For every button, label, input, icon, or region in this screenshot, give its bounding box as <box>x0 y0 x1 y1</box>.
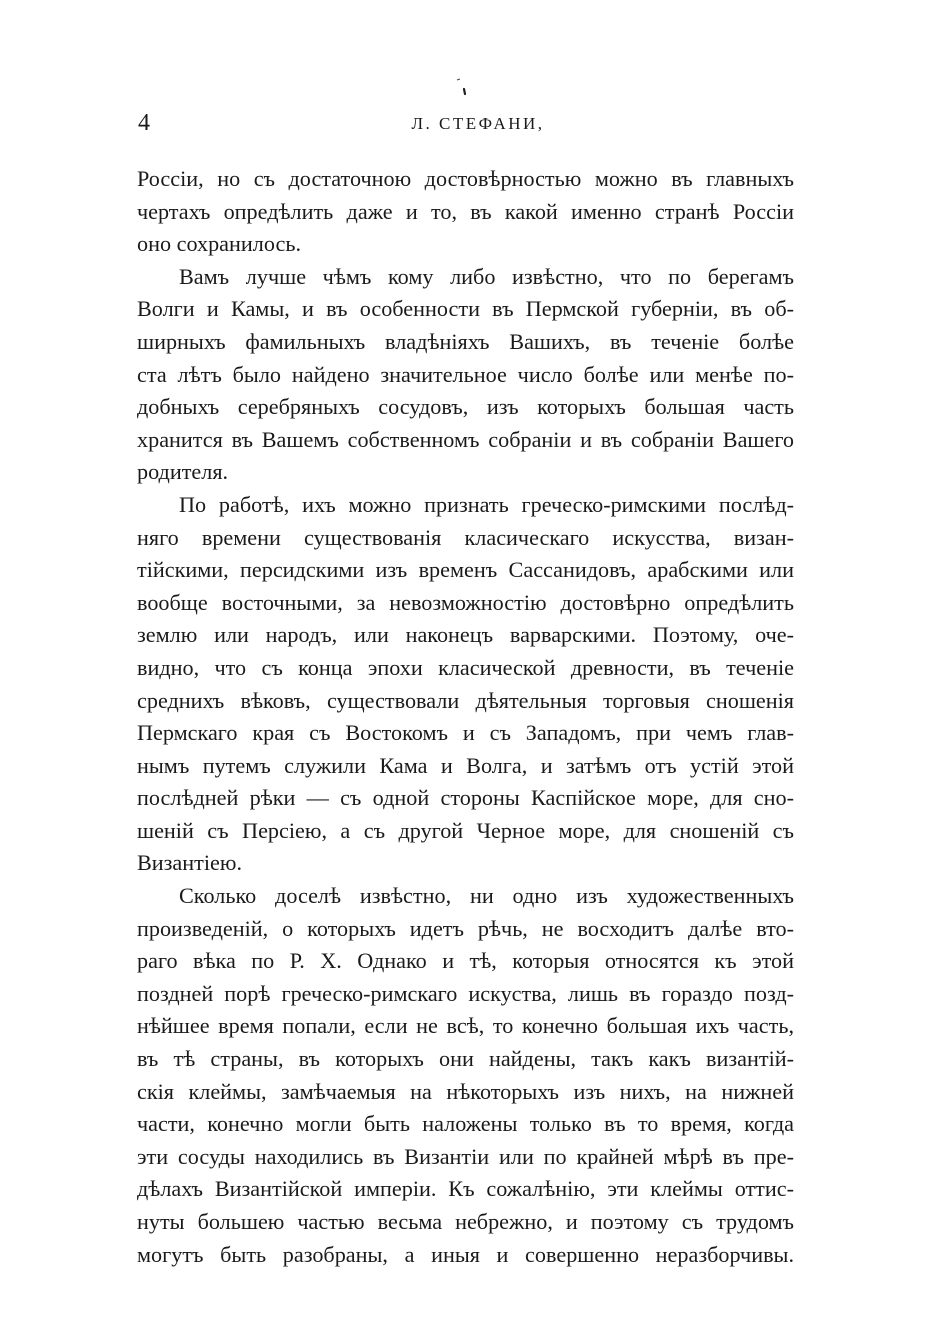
text-line: въ тѣ страны, въ которыхъ они найдены, такъ какъ византій- <box>137 1046 794 1072</box>
text-line: Вамъ лучше чѣмъ кому либо извѣстно, что по берегамъ <box>179 263 794 289</box>
text-line: части, конечно могли быть наложены только въ то время, когда <box>137 1111 794 1137</box>
text-line: хранится въ Вашемъ собственномъ собраніи и въ собраніи Вашего <box>137 426 794 452</box>
paragraph-3 <box>137 489 794 880</box>
text-line: оно сохранилось. <box>137 231 302 257</box>
text-line: Россіи, но съ достаточною достовѣрностью можно въ главныхъ <box>137 166 794 191</box>
text-line: шеній съ Персіею, а съ другой Черное море, для сношеній съ <box>137 817 794 843</box>
text-line: Византіею. <box>137 850 242 876</box>
paragraph-1 <box>137 163 794 261</box>
text-line: чертахъ опредѣлить даже и то, въ какой именно странѣ Россіи <box>137 198 794 224</box>
text-line: видно, что съ конца эпохи класической древности, въ теченіе <box>137 654 794 680</box>
text-line: Волги и Камы, и въ особенности въ Пермской губерніи, въ об- <box>137 296 794 322</box>
text-line: ширныхъ фамильныхъ владѣніяхъ Вашихъ, въ теченіе болѣе <box>137 328 794 354</box>
text-line: среднихъ вѣковъ, существовали дѣятельныя торговыя сношенія <box>137 687 794 713</box>
text-line: родителя. <box>137 459 229 485</box>
text-line: вообще восточными, за невозможностію достовѣрно опредѣлить <box>137 589 794 615</box>
body-text <box>137 163 794 1271</box>
text-line: нѣйшее время попали, если не всѣ, то конечно большая ихъ часть, <box>137 1013 794 1039</box>
text-line: могутъ быть разобраны, а иныя и совершенно неразборчивы. <box>137 1241 794 1267</box>
text-line: тійскими, персидскими изъ временъ Сассанидовъ, арабскими или <box>137 557 794 583</box>
text-line: эти сосуды находились въ Византіи или по крайней мѣрѣ въ пре- <box>137 1143 794 1169</box>
text-line: землю или народъ, или наконецъ варварскими. Поэтому, оче- <box>137 622 794 648</box>
page-number: 4 <box>138 110 150 136</box>
text-line: послѣдней рѣки — съ одной стороны Каспійское море, для сно- <box>137 785 794 811</box>
text-line: ста лѣтъ было найдено значительное число болѣе или менѣе по- <box>137 361 794 387</box>
text-line: нымъ путемъ служили Кама и Волга, и затѣмъ отъ устій этой <box>137 752 794 778</box>
text-line: произведеній, о которыхъ идетъ рѣчь, не восходитъ далѣе вто- <box>137 915 794 941</box>
text-line: Сколько доселѣ извѣстно, ни одно изъ художественныхъ <box>179 883 794 909</box>
paragraph-2 <box>137 261 794 489</box>
text-line: поздней порѣ греческо-римскаго искуства, лишь въ гораздо позд- <box>137 980 794 1006</box>
text-line: По работѣ, ихъ можно признать греческо-римскими послѣд- <box>179 491 794 517</box>
text-line: Пермскаго края съ Востокомъ и съ Западомъ, при чемъ глав- <box>137 720 794 746</box>
printer-mark-icon <box>455 78 469 98</box>
text-line: нуты большею частью весьма небрежно, и поэтому съ трудомъ <box>137 1209 794 1234</box>
text-line: добныхъ серебряныхъ сосудовъ, изъ которыхъ большая часть <box>137 394 794 420</box>
text-line: скія клеймы, замѣчаемыя на нѣкоторыхъ изъ нихъ, на нижней <box>137 1078 794 1104</box>
text-line: няго времени существованія класическаго искусства, визан- <box>137 524 794 550</box>
running-head: Л. СТЕФАНИ, <box>411 114 545 133</box>
text-line: раго вѣка по Р. Х. Однако и тѣ, которыя относятся къ этой <box>137 948 794 974</box>
paragraph-4 <box>137 880 794 1271</box>
text-line: дѣлахъ Византійской имперіи. Къ сожалѣнію, эти клеймы оттис- <box>137 1176 794 1202</box>
